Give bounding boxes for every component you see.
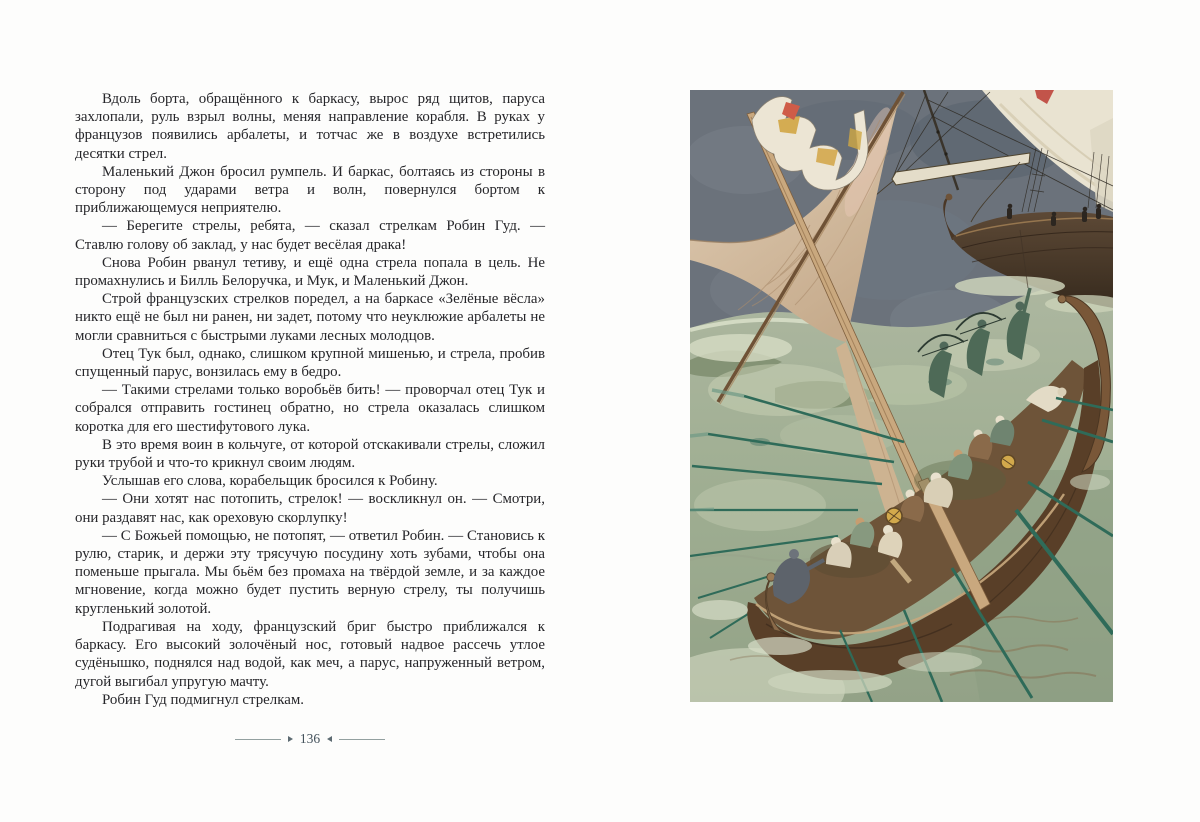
page-footer: [75, 731, 545, 747]
paragraph: — Они хотят нас потопить, стрелок! — воскликнул он. — Смотри, они раздавят нас, как ореховую скорлупку!: [75, 491, 545, 526]
paragraph: Снова Робин рванул тетиву, и ещё одна стрела попала в цель. Не промахнулись и Билль Белоручка, и Мук, и Маленький Джон.: [75, 254, 545, 290]
folio-arrowhead-right: [327, 736, 332, 742]
folio-rule-left: [235, 739, 281, 740]
paragraph: В это время воин в кольчуге, от которой отскакивали стрелы, сложил руки трубой и что-то крикнул своим людям.: [75, 436, 545, 472]
paragraph: Строй французских стрелков поредел, а на баркасе «Зелёные вёсла» никто ещё не был ни ранен, ни задет, потому что неуклюжие арбалеты не могли сравниться с быстрыми луками лесных молодцов.: [75, 291, 545, 344]
paragraph: Услышав его слова, корабельщик бросился к Робину.: [102, 473, 438, 490]
paragraph: Подрагивая на ходу, французский бриг быстро приближался к баркасу. Его высокий золочёный нос, готовый надвое рассечь утлое судёнышко, поднялся над водой, как меч, а парус, напруженный ветром, дугой выгибал упругую мачту.: [75, 618, 545, 690]
folio-arrowhead-left: [288, 736, 293, 742]
paragraph: — Берегите стрелы, ребята, — сказал стрелкам Робин Гуд. — Ставлю голову об заклад, у нас будет весёлая драка!: [75, 218, 545, 253]
paragraph: Отец Тук был, однако, слишком крупной мишенью, и стрела, пробив спущенный парус, вонзилась ему в бедро.: [75, 345, 545, 381]
paragraph: Робин Гуд подмигнул стрелкам.: [102, 691, 304, 708]
paragraph: Вдоль борта, обращённого к баркасу, вырос ряд щитов, паруса захлопали, руль взрыл волны, меняя направление корабля. В руках у французов появились арбалеты, и тотчас же в воздухе встретились десятки стрел.: [75, 91, 545, 162]
paragraph: — С Божьей помощью, не потопят, — ответил Робин. — Становись к рулю, старик, и держи эту трясучую посудину хоть зубами, чтобы она поменьше прыгала. Мы бьём без промаха на твёрдой земле, и за каждое мгновение, когда можно будет пустить верную стрелу, ты получишь кругленький золотой.: [75, 527, 545, 617]
sea-battle-illustration: [690, 90, 1113, 702]
page-number: 136: [299, 731, 321, 746]
folio-rule-right: [339, 739, 385, 740]
page-text: [75, 90, 545, 709]
paragraph: Маленький Джон бросил румпель. И баркас, болтаясь из стороны в сторону под ударами ветра и волн, повернулся бортом к приближающемуся неприятелю.: [75, 163, 545, 217]
paragraph: — Такими стрелами только воробьёв бить! — проворчал отец Тук и собрался отправить гостинец обратно, но стрела оказалась слишком коротка для его шестифутового лука.: [75, 382, 545, 435]
